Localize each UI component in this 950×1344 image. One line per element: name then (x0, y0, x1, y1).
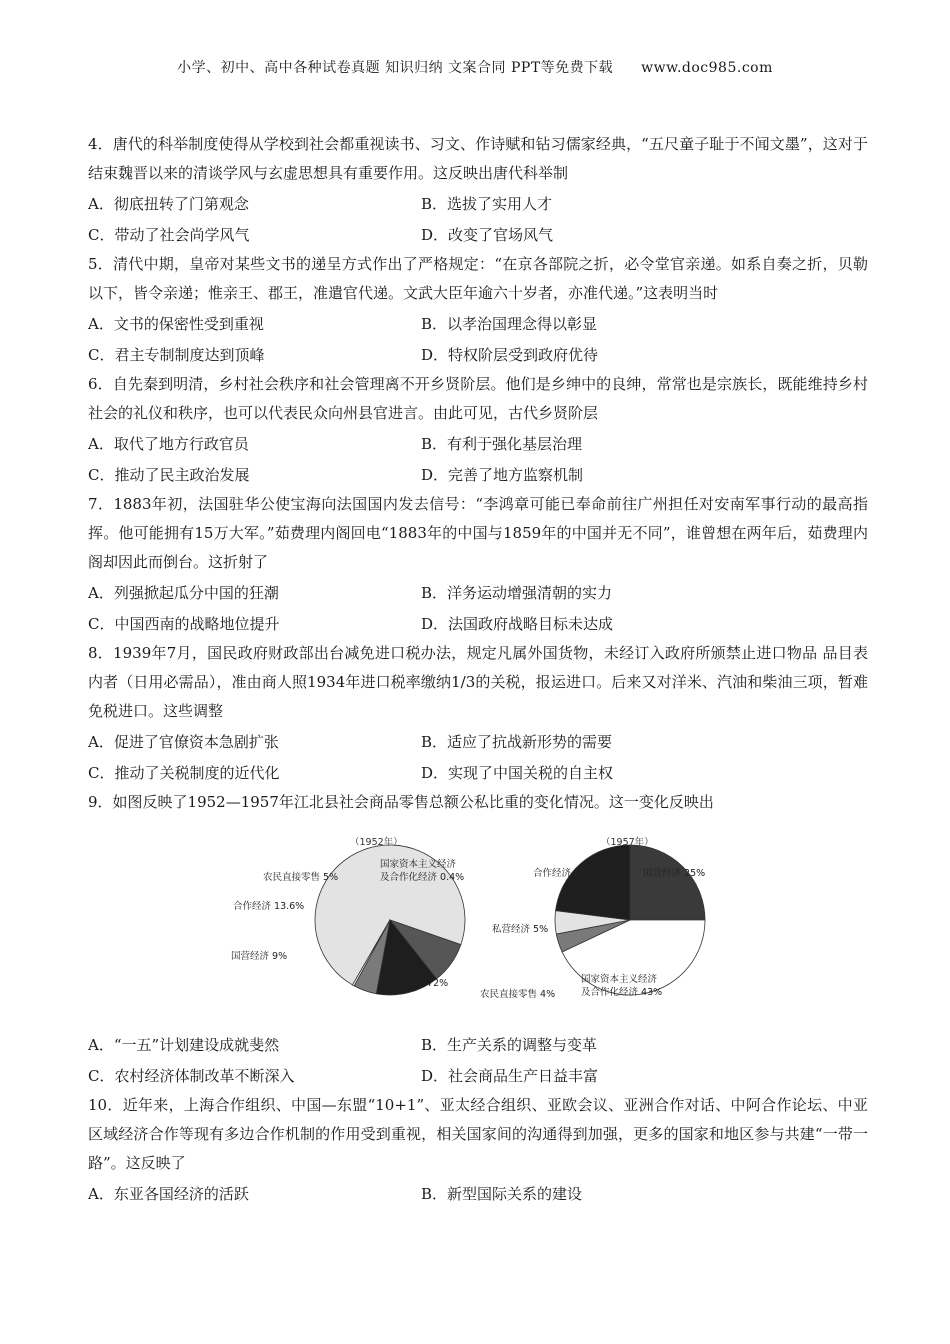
label-farmer-1957: 农民直接零售 4% (480, 989, 556, 1000)
question-stem: 5．清代中期，皇帝对某些文书的递呈方式作出了严格规定：“在京各部院之折，必令堂官亲递。如系自奏之折，贝勒以下，皆令亲递；惟亲王、郡王，准遣官代递。文武大臣年逾六十岁者，亦准代递。”这表明当时 (88, 255, 868, 302)
header-title: 小学、初中、高中各种试卷真题 知识归纳 文案合同 PPT等免费下载 (177, 60, 614, 76)
chart-1957-title: （1957年） (601, 837, 654, 848)
option-a[interactable]: A．“一五”计划建设成就斐然 (88, 1036, 280, 1054)
option-b[interactable]: B．有利于强化基层治理 (421, 435, 583, 453)
question-stem: 8．1939年7月，国民政府财政部出台减免进口税办法，规定凡属外国货物，未经订入政府所颁禁止进口物品 品目表内者（日用必需品），准由商人照1934年进口税率缴纳1/3的关税，报运进口。后来又对洋米、汽油和柴油三项，暂难免税进口。这些调整 (88, 644, 868, 720)
option-b[interactable]: B．选拔了实用人才 (421, 195, 553, 213)
question-8 (88, 639, 868, 788)
header-url[interactable]: www.doc985.com (641, 60, 773, 76)
option-d[interactable]: D．特权阶层受到政府优待 (421, 346, 599, 364)
label-capital-1957-a: 国家资本主义经济 (581, 974, 658, 985)
option-a[interactable]: A．文书的保密性受到重视 (88, 315, 264, 333)
page-header (0, 57, 950, 77)
label-state-1957: 国营经济 25% (643, 868, 706, 879)
option-d[interactable]: D．社会商品生产日益丰富 (421, 1067, 599, 1085)
question-stem: 9．如图反映了1952—1957年江北县社会商品零售总额公私比重的变化情况。这一变化反映出 (88, 793, 714, 811)
option-a[interactable]: A．取代了地方行政官员 (88, 435, 249, 453)
question-stem: 6．自先秦到明清，乡村社会秩序和社会管理离不开乡贤阶层。他们是乡绅中的良绅，常常也是宗族长，既能维持乡村社会的礼仪和秩序，也可以代表民众向州县官进言。由此可见，古代乡贤阶层 (88, 375, 868, 422)
option-c[interactable]: C．中国西南的战略地位提升 (88, 615, 280, 633)
question-list (88, 130, 868, 1209)
label-private-1957: 私营经济 5% (492, 924, 549, 935)
question-10 (88, 1091, 868, 1209)
option-c[interactable]: C．农村经济体制改革不断深入 (88, 1067, 295, 1085)
question-6 (88, 370, 868, 490)
question-5 (88, 250, 868, 370)
pie-slice-1-0 (630, 845, 705, 920)
option-b[interactable]: B．适应了抗战新形势的需要 (421, 733, 613, 751)
question-9 (88, 788, 868, 1091)
option-b[interactable]: B．洋务运动增强清朝的实力 (421, 584, 613, 602)
pie-charts (88, 817, 868, 1029)
option-c[interactable]: C．推动了民主政治发展 (88, 466, 250, 484)
question-stem: 4．唐代的科举制度使得从学校到社会都重视读书、习文、作诗赋和钻习儒家经典，“五尺童子耻于不闻文墨”，这对于结束魏晋以来的清谈学风与玄虚思想具有重要作用。这反映出唐代科举制 (88, 135, 868, 182)
option-c[interactable]: C．带动了社会尚学风气 (88, 226, 250, 244)
option-a[interactable]: A．促进了官僚资本急剧扩张 (88, 733, 279, 751)
question-stem: 7．1883年初，法国驻华公使宝海向法国国内发去信号：“李鸿章可能已奉命前往广州担任对安南军事行动的最高指挥。他可能拥有15万大军。”茹费理内阁回电“1883年的中国与1859年的中国并无不同”，谁曾想在两年后，茹费理内阁却因此而倒台。这折射了 (88, 495, 868, 571)
pie-slice-1-4 (556, 845, 630, 920)
label-farmer-1952: 农民直接零售 5% (263, 872, 339, 883)
label-coop-1957: 合作经济 23% (533, 868, 596, 879)
option-a[interactable]: A．列强掀起瓜分中国的狂潮 (88, 584, 279, 602)
chart-1952-title: （1952年） (350, 837, 403, 848)
question-4 (88, 130, 868, 250)
label-capital-1952-a: 国家资本主义经济 (380, 859, 457, 870)
option-d[interactable]: D．实现了中国关税的自主权 (421, 764, 614, 782)
question-7 (88, 490, 868, 639)
label-state-1952: 国营经济 9% (231, 951, 288, 962)
option-b[interactable]: B．以孝治国理念得以彰显 (421, 315, 598, 333)
question-stem: 10．近年来，上海合作组织、中国—东盟“10+1”、亚太经合组织、亚欧会议、亚洲合作对话、中阿合作论坛、中亚区域经济合作等现有多边合作机制的作用受到重视，相关国家间的沟通得到加强，更多的国家和地区参与共建“一带一路”。这反映了 (88, 1096, 868, 1172)
option-c[interactable]: C．君主专制制度达到顶峰 (88, 346, 265, 364)
option-b[interactable]: B．新型国际关系的建设 (421, 1185, 583, 1203)
option-a[interactable]: A．彻底扭转了门第观念 (88, 195, 249, 213)
pie-chart-figure (88, 817, 868, 1029)
label-coop-1952: 合作经济 13.6% (233, 901, 305, 912)
option-a[interactable]: A．东亚各国经济的活跃 (88, 1185, 249, 1203)
option-b[interactable]: B．生产关系的调整与变革 (421, 1036, 598, 1054)
option-c[interactable]: C．推动了关税制度的近代化 (88, 764, 280, 782)
option-d[interactable]: D．完善了地方监察机制 (421, 466, 584, 484)
option-d[interactable]: D．法国政府战略目标未达成 (421, 615, 614, 633)
label-capital-1952-b: 及合作化经济 0.4% (380, 872, 465, 883)
label-private-1952: 私营经济 72% (386, 978, 449, 989)
label-capital-1957-b: 及合作化经济 43% (581, 987, 663, 998)
option-d[interactable]: D．改变了官场风气 (421, 226, 554, 244)
